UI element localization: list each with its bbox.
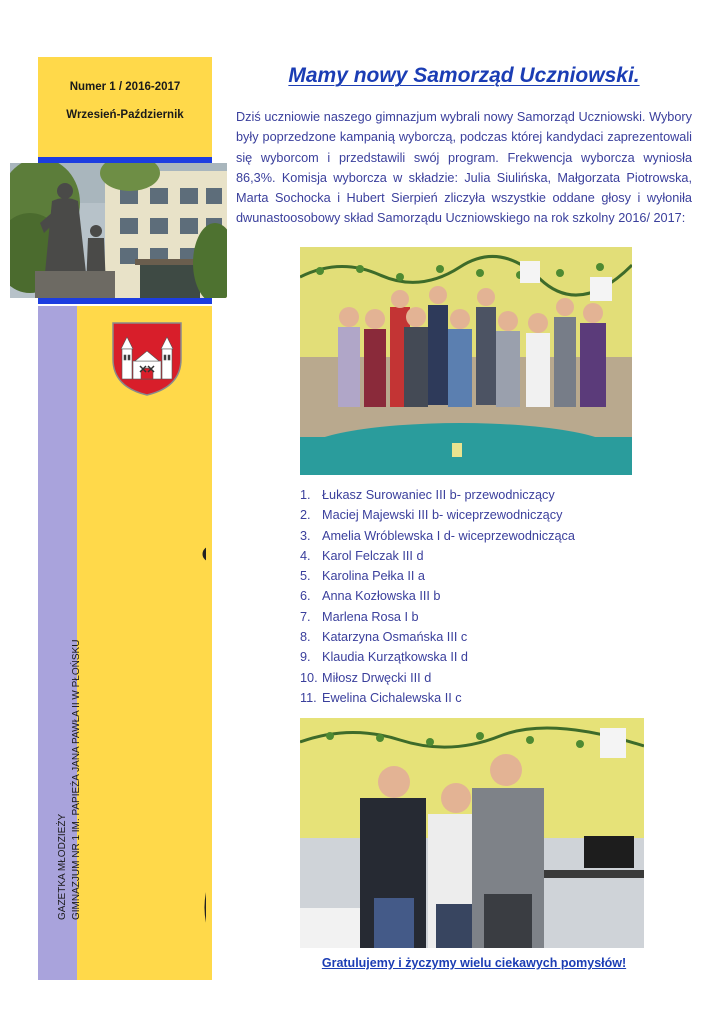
list-item: 8. Katarzyna Osmańska III c	[300, 630, 468, 645]
article-intro: Dziś uczniowie naszego gimnazjum wybrali nowy Samorząd Uczniowski. Wybory były poprzedzone kampanią wyborczą, podczas której kandydaci zaprezentowali się wyborcom i przedstawili swój program. Frekwencja wyborcza wyniosła 86,3%. Komisja wyborcza w składzie: Julia Siulińska, Małgorzata Piotrowska, Marta Sochocka i Hubert Sierpień zliczyła wszystkie oddane głosy i wyłoniła dwunastoosobowy skład Samorządu Uczniowskiego na rok szkolny 2016/ 2017:	[236, 110, 692, 226]
leaders-photo	[300, 718, 644, 948]
issue-number: Numer 1 / 2016-2017	[69, 81, 181, 93]
list-item: 11. Ewelina Cichalewska II c	[300, 690, 462, 705]
issue-box	[38, 57, 212, 157]
list-item: 10. Miłosz Drwęcki III d	[300, 670, 432, 685]
school-photo	[10, 163, 227, 298]
masthead-logo	[88, 416, 206, 972]
list-item: 4. Karol Felczak III d	[300, 548, 424, 563]
list-item: 7. Marlena Rosa I b	[300, 609, 419, 624]
article-title: Mamy nowy Samorząd Uczniowski.	[288, 64, 640, 87]
list-item: 1. Łukasz Surowaniec III b- przewodniczący	[300, 488, 555, 502]
issue-months: Wrzesień-Październik	[66, 109, 184, 121]
list-item: 9. Klaudia Kurzątkowska II d	[300, 650, 468, 665]
list-item: 5. Karolina Pełka II a	[300, 569, 425, 584]
list-item: 2. Maciej Majewski III b- wiceprzewodniczący	[300, 508, 563, 523]
city-coat-of-arms-icon	[111, 321, 183, 397]
sidebar-subtitle-1: GAZETKA MŁODZIEŻY	[57, 813, 68, 920]
council-members-list	[300, 485, 660, 708]
photo-caption: Gratulujemy i życzymy wielu ciekawych pomysłów!	[321, 956, 627, 970]
group-photo	[300, 247, 632, 475]
divider-bottom	[38, 298, 212, 304]
sidebar-subtitle-2: GIMNAZJUM NR 1 IM. PAPIEŻA JANA PAWŁA II W PŁOŃSKU	[71, 639, 82, 920]
list-item: 6. Anna Kozłowska III b	[300, 589, 441, 604]
list-item: 3. Amelia Wróblewska I d- wiceprzewodnicząca	[300, 528, 575, 543]
